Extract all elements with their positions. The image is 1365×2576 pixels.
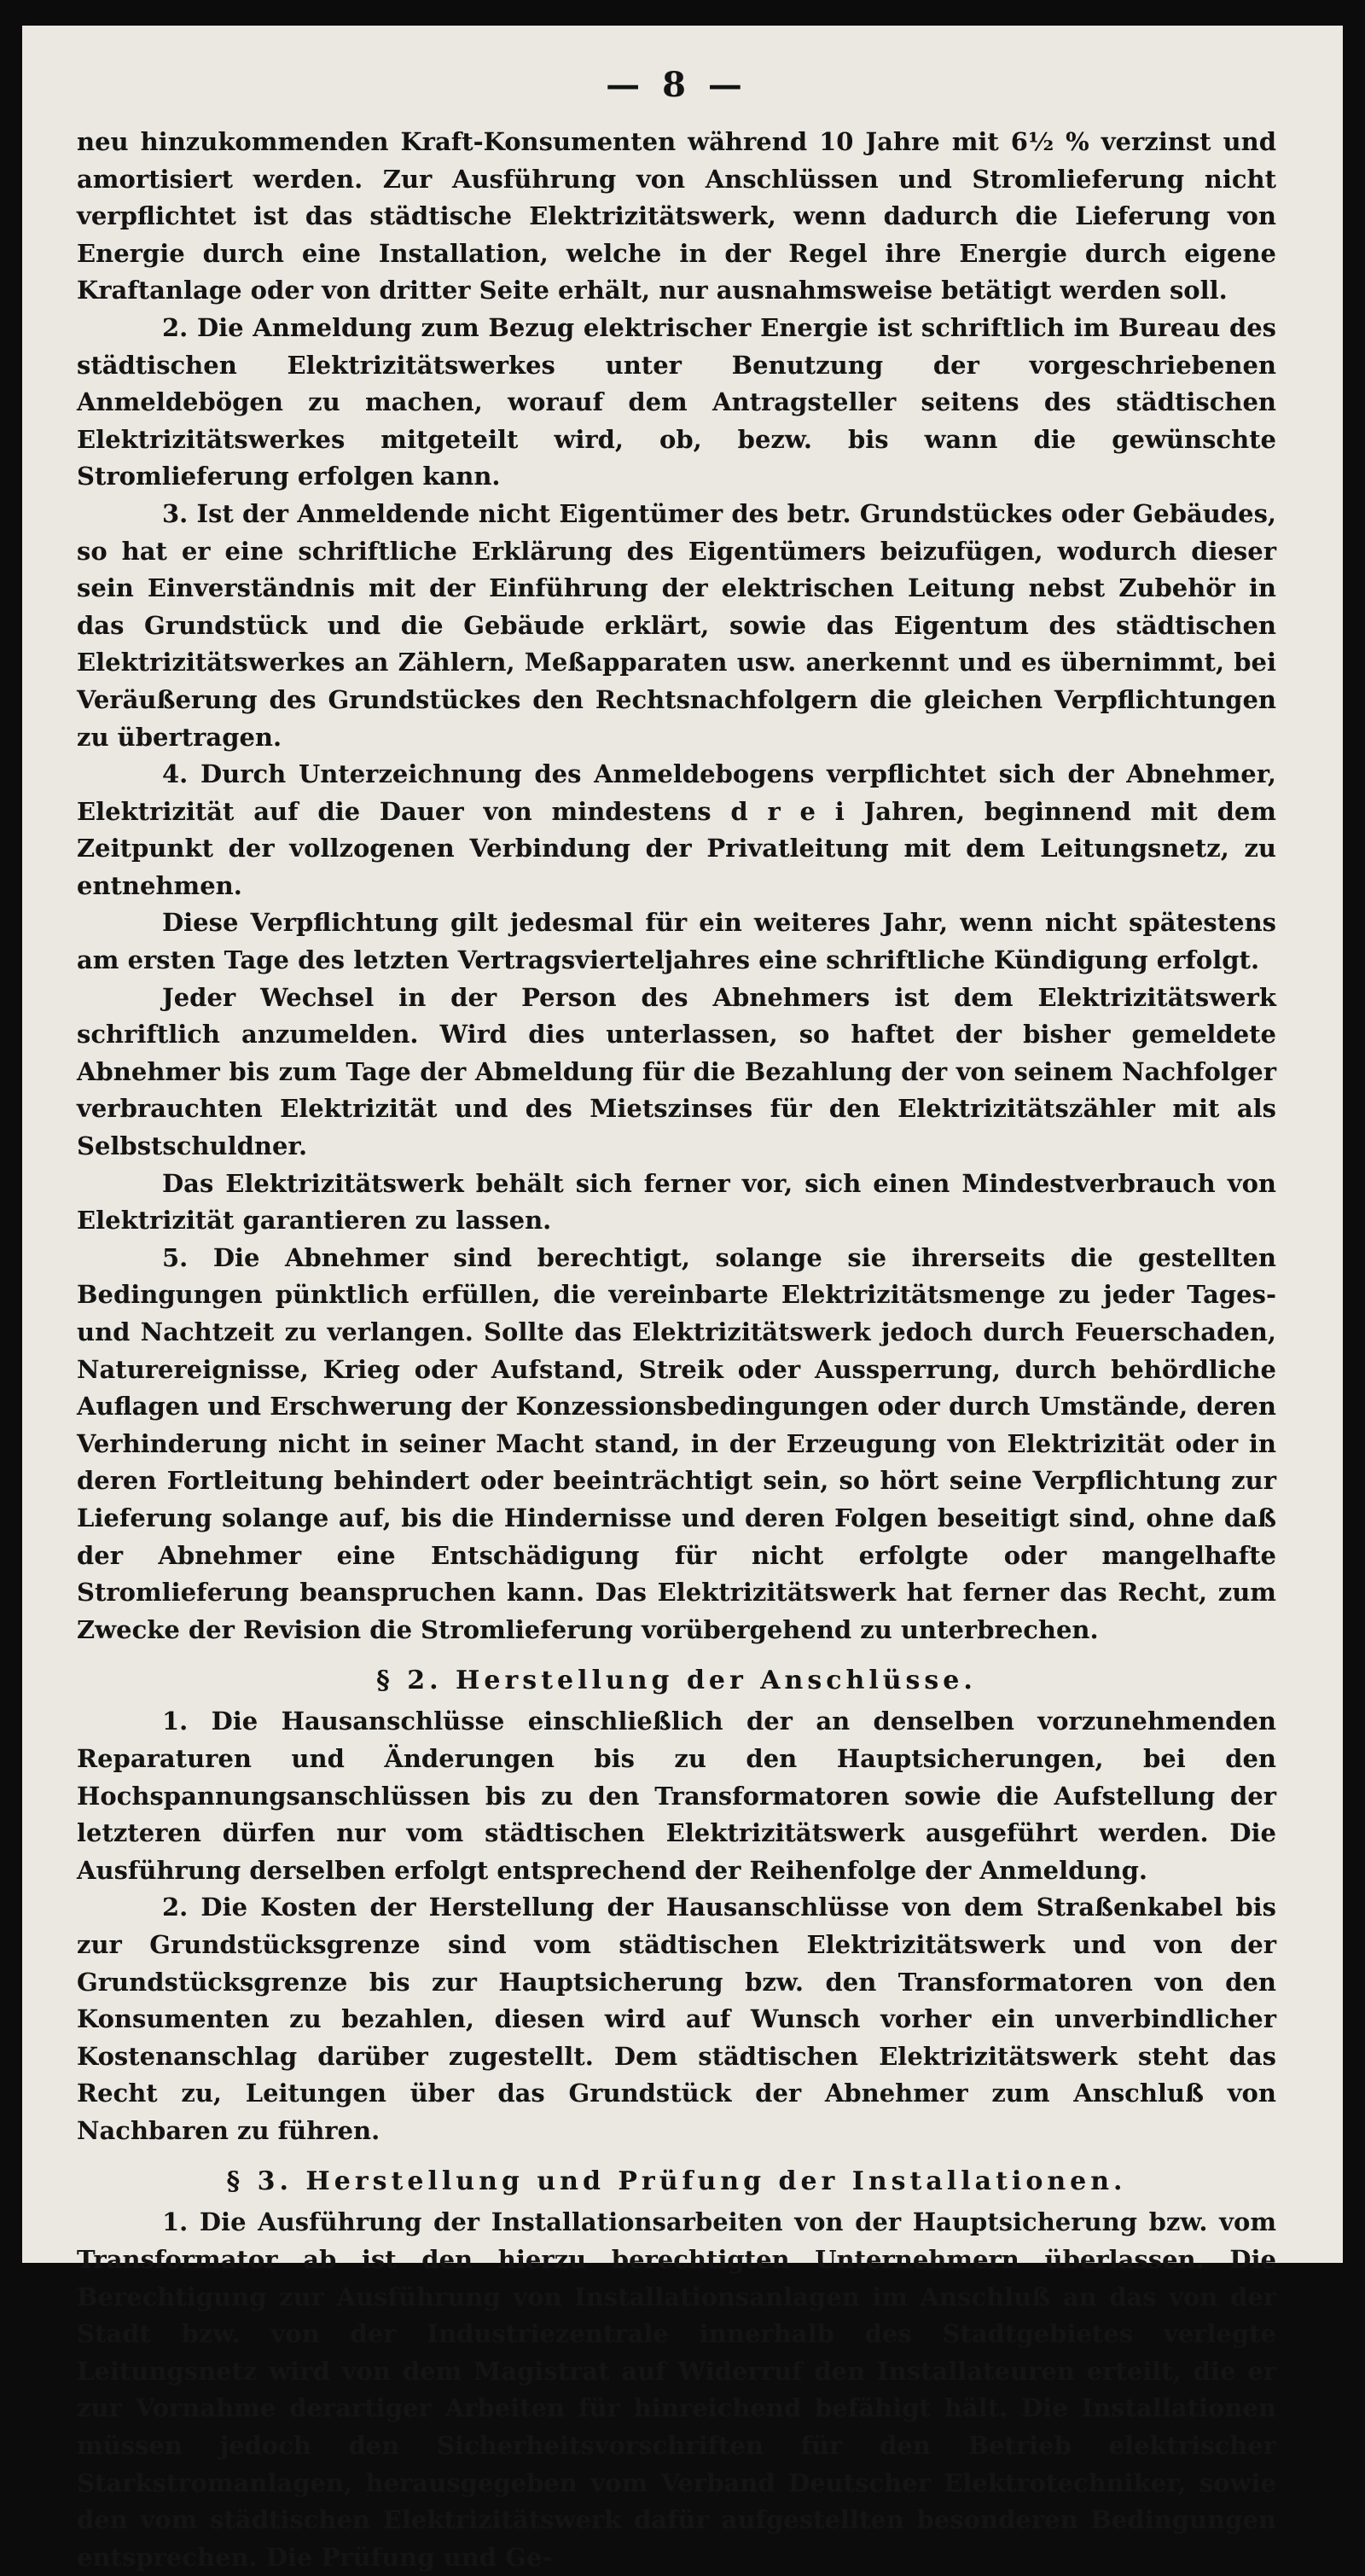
section-heading: § 3. Herstellung und Prüfung der Installationen. [226, 2166, 1127, 2197]
paragraph: Das Elektrizitätswerk behält sich ferner vor, sich einen Mindestverbrauch von Elektrizität garantieren zu lassen. [77, 1168, 1276, 1236]
paragraph: 1. Die Hausanschlüsse einschließlich der an denselben vorzunehmenden Reparaturen und Änderungen bis zu den Hauptsicherungen, bei den Hochspannungsanschlüssen bis zu den Transformatoren sowie die Aufstellung der letzteren dürfen nur vom städtischen Elektrizitätswerk ausgeführt werden. Die Ausführung derselben erfolgt entsprechend der Reihenfolge der Anmeldung. [77, 1707, 1276, 1885]
document-page [22, 26, 1343, 2572]
paragraph: 5. Die Abnehmer sind berechtigt, solange sie ihrerseits die gestellten Bedingungen pünktlich erfüllen, die vereinbarte Elektrizitätsmenge zu jeder Tages- und Nachtzeit zu verlangen. Sollte das Elektrizitätswerk jedoch durch Feuerschaden, Naturereignisse, Krieg oder Aufstand, Streik oder Aussperrung, durch behördliche Auflagen und Erschwerung der Konzessionsbedingungen oder durch Umstände, deren Verhinderung nicht in seiner Macht stand, in der Erzeugung von Elektrizität oder in deren Fortleitung behindert oder beeinträchtigt sein, so hört seine Verpflichtung zur Lieferung solange auf, bis die Hindernisse und deren Folgen beseitigt sind, ohne daß der Abnehmer eine Entschädigung für nicht erfolgte oder mangelhafte Stromlieferung beanspruchen kann. Das Elektrizitätswerk hat ferner das Recht, zum Zwecke der Revision die Stromlieferung vorübergehend zu unterbrechen. [77, 1242, 1276, 1644]
paragraph: Jeder Wechsel in der Person des Abnehmers ist dem Elektrizitätswerk schriftlich anzumelden. Wird dies unterlassen, so haftet der bisher gemeldete Abnehmer bis zum Tage der Abmeldung für die Bezahlung der von seinem Nachfolger verbrauchten Elektrizität und des Mietszinses für den Elektrizitätszähler mit als Selbstschuldner. [77, 982, 1276, 1161]
paragraph: 1. Die Ausführung der Installationsarbeiten von der Hauptsicherung bzw. vom Transformator ab ist den hierzu berechtigten Unternehmern überlassen. Die Berechtigung zur Ausführung von Installationsanlagen im Anschluß an das von der Stadt bzw. von der Industriezentrale innerhalb des Stadtgebietes verlegte Leitungsnetz wird von dem Magistrat auf Widerruf den Installateuren erteilt, die er zur Vornahme derartiger Arbeiten für hinreichend befähigt hält. Die Installationen müssen jedoch den Sicherheitsvorschriften für den Betrieb elektrischer Starkstromanlagen, herausgegeben vom Verband Deutscher Elektrotechniker, sowie den vom städtischen Elektrizitätswerk dafür aufgestellten besonderen Bedingungen entsprechen. Die Prüfung und Ge- [77, 2207, 1276, 2572]
paragraph: Diese Verpflichtung gilt jedesmal für ein weiteres Jahr, wenn nicht spätestens am ersten Tage des letzten Vertragsvierteljahres eine schriftliche Kündigung erfolgt. [77, 908, 1276, 975]
paragraph: neu hinzukommenden Kraft-Konsumenten während 10 Jahre mit 6½ % verzinst und amortisiert werden. Zur Ausführung von Anschlüssen und Stromlieferung nicht verpflichtet ist das städtische Elektrizitätswerk, wenn dadurch die Lieferung von Energie durch eine Installation, welche in der Regel ihre Energie durch eigene Kraftanlage oder von dritter Seite erhält, nur ausnahmsweise betätigt werden soll. [77, 127, 1276, 305]
section-heading: § 2. Herstellung der Anschlüsse. [376, 1666, 977, 1696]
paragraph: 3. Ist der Anmeldende nicht Eigentümer des betr. Grundstückes oder Gebäudes, so hat er eine schriftliche Erklärung des Eigentümers beizufügen, wodurch dieser sein Einverständnis mit der Einführung der elektrischen Leitung nebst Zubehör in das Grundstück und die Gebäude erklärt, sowie das Eigentum des städtischen Elektrizitätswerkes an Zählern, Meßapparaten usw. anerkennt und es übernimmt, bei Veräußerung des Grundstückes den Rechtsnachfolgern die gleichen Verpflichtungen zu übertragen. [77, 498, 1276, 752]
paragraph: 4. Durch Unterzeichnung des Anmeldebogens verpflichtet sich der Abnehmer, Elektrizität auf die Dauer von mindestens d r e i Jahren, beginnend mit dem Zeitpunkt der vollzogenen Verbindung der Privatleitung mit dem Leitungsnetz, zu entnehmen. [77, 759, 1276, 900]
page-number: — 8 — [606, 65, 747, 105]
paragraph: 2. Die Anmeldung zum Bezug elektrischer Energie ist schriftlich im Bureau des städtischen Elektrizitätswerkes unter Benutzung der vorgeschriebenen Anmeldebögen zu machen, worauf dem Antragsteller seitens des städtischen Elektrizitätswerkes mitgeteilt wird, ob, bezw. bis wann die gewünschte Stromlieferung erfolgen kann. [77, 312, 1276, 491]
paragraph: 2. Die Kosten der Herstellung der Hausanschlüsse von dem Straßenkabel bis zur Grundstücksgrenze sind vom städtischen Elektrizitätswerk und von der Grundstücksgrenze bis zur Hauptsicherung bzw. den Transformatoren von den Konsumenten zu bezahlen, diesen wird auf Wunsch vorher ein unverbindlicher Kostenanschlag darüber zugestellt. Dem städtischen Elektrizitätswerk steht das Recht zu, Leitungen über das Grundstück der Abnehmer zum Anschluß von Nachbaren zu führen. [77, 1893, 1276, 2145]
